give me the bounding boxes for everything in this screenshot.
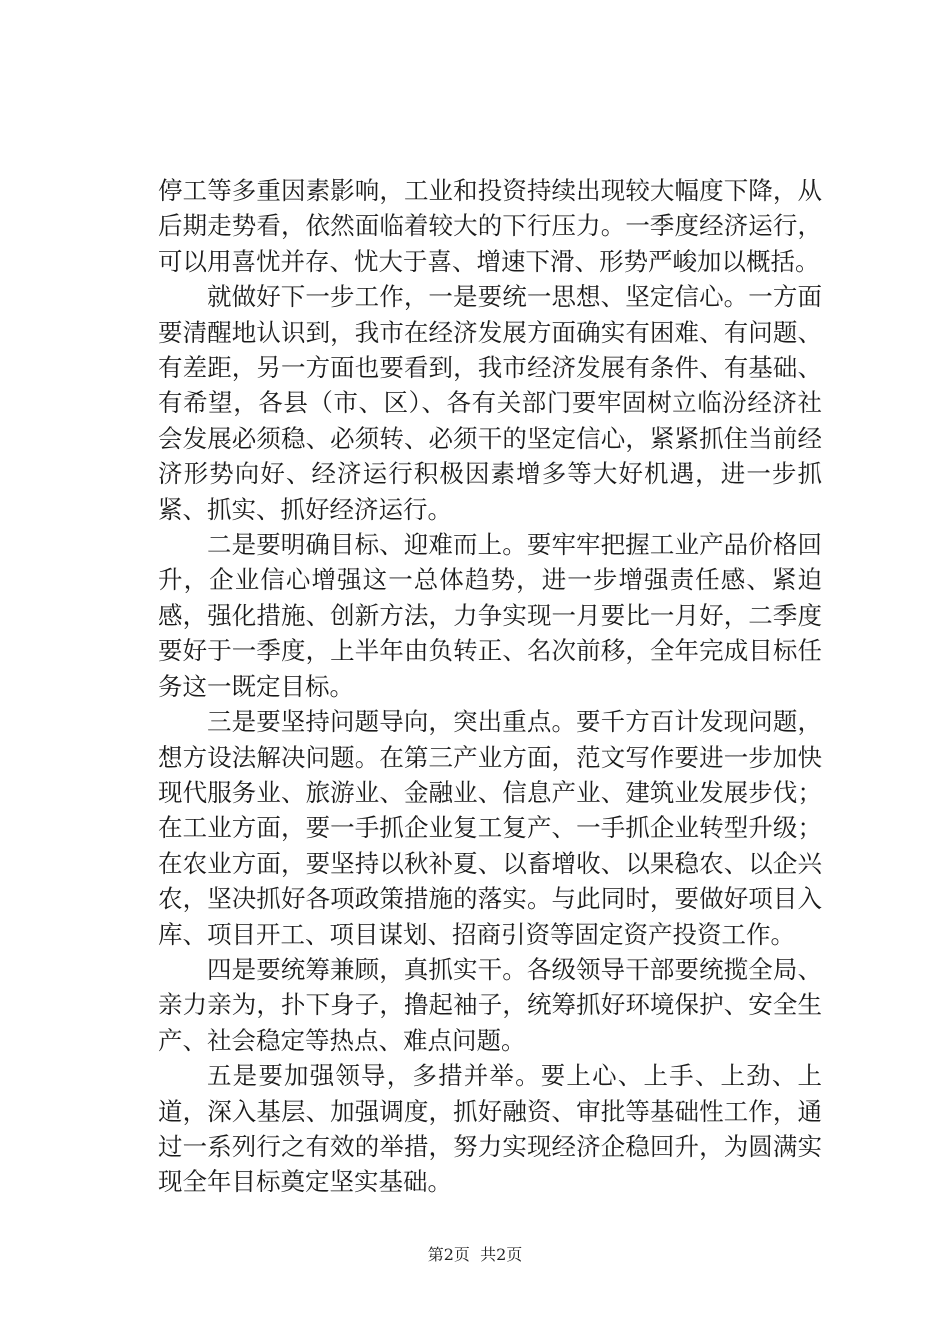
paragraph-6: 五是要加强领导，多措并举。要上心、上手、上劲、上道，深入基层、加强调度，抓好融资、审批等基础性工作，通过一系列行之有效的举措，努力实现经济企稳回升，为圆满实现全年目标奠定坚实基础。 <box>158 1061 822 1197</box>
paragraph-1: 停工等多重因素影响，工业和投资持续出现较大幅度下降，从后期走势看，依然面临着较大的下行压力。一季度经济运行，可以用喜忧并存、忧大于喜、增速下滑、形势严峻加以概括。 <box>158 176 822 276</box>
page-footer <box>0 1245 950 1265</box>
paragraph-3: 二是要明确目标、迎难而上。要牢牢把握工业产品价格回升，企业信心增强这一总体趋势，进一步增强责任感、紧迫感，强化措施、创新方法，力争实现一月要比一月好，二季度要好于一季度，上半年由负转正、名次前移，全年完成目标任务这一既定目标。 <box>158 530 822 701</box>
paragraph-4: 三是要坚持问题导向，突出重点。要千方百计发现问题，想方设法解决问题。在第三产业方面，范文写作要进一步加快现代服务业、旅游业、金融业、信息产业、建筑业发展步伐；在工业方面，要一手抓企业复工复产、一手抓企业转型升级；在农业方面，要坚持以秋补夏、以畜增收、以果稳农、以企兴农，坚决抓好各项政策措施的落实。与此同时，要做好项目入库、项目开工、项目谋划、招商引资等固定资产投资工作。 <box>158 707 822 949</box>
paragraph-5: 四是要统筹兼顾，真抓实干。各级领导干部要统揽全局、亲力亲为，扑下身子，撸起袖子，统筹抓好环境保护、安全生产、社会稳定等热点、难点问题。 <box>158 954 822 1055</box>
document-body <box>158 173 822 1200</box>
page-number-label: 第2页 共2页 <box>427 1245 523 1264</box>
paragraph-2: 就做好下一步工作，一是要统一思想、坚定信心。一方面要清醒地认识到，我市在经济发展方面确实有困难、有问题、有差距，另一方面也要看到，我市经济发展有条件、有基础、有希望，各县（市、区）、各有关部门要牢固树立临汾经济社会发展必须稳、必须转、必须干的坚定信心，紧紧抓住当前经济形势向好、经济运行积极因素增多等大好机遇，进一步抓紧、抓实、抓好经济运行。 <box>158 282 822 524</box>
